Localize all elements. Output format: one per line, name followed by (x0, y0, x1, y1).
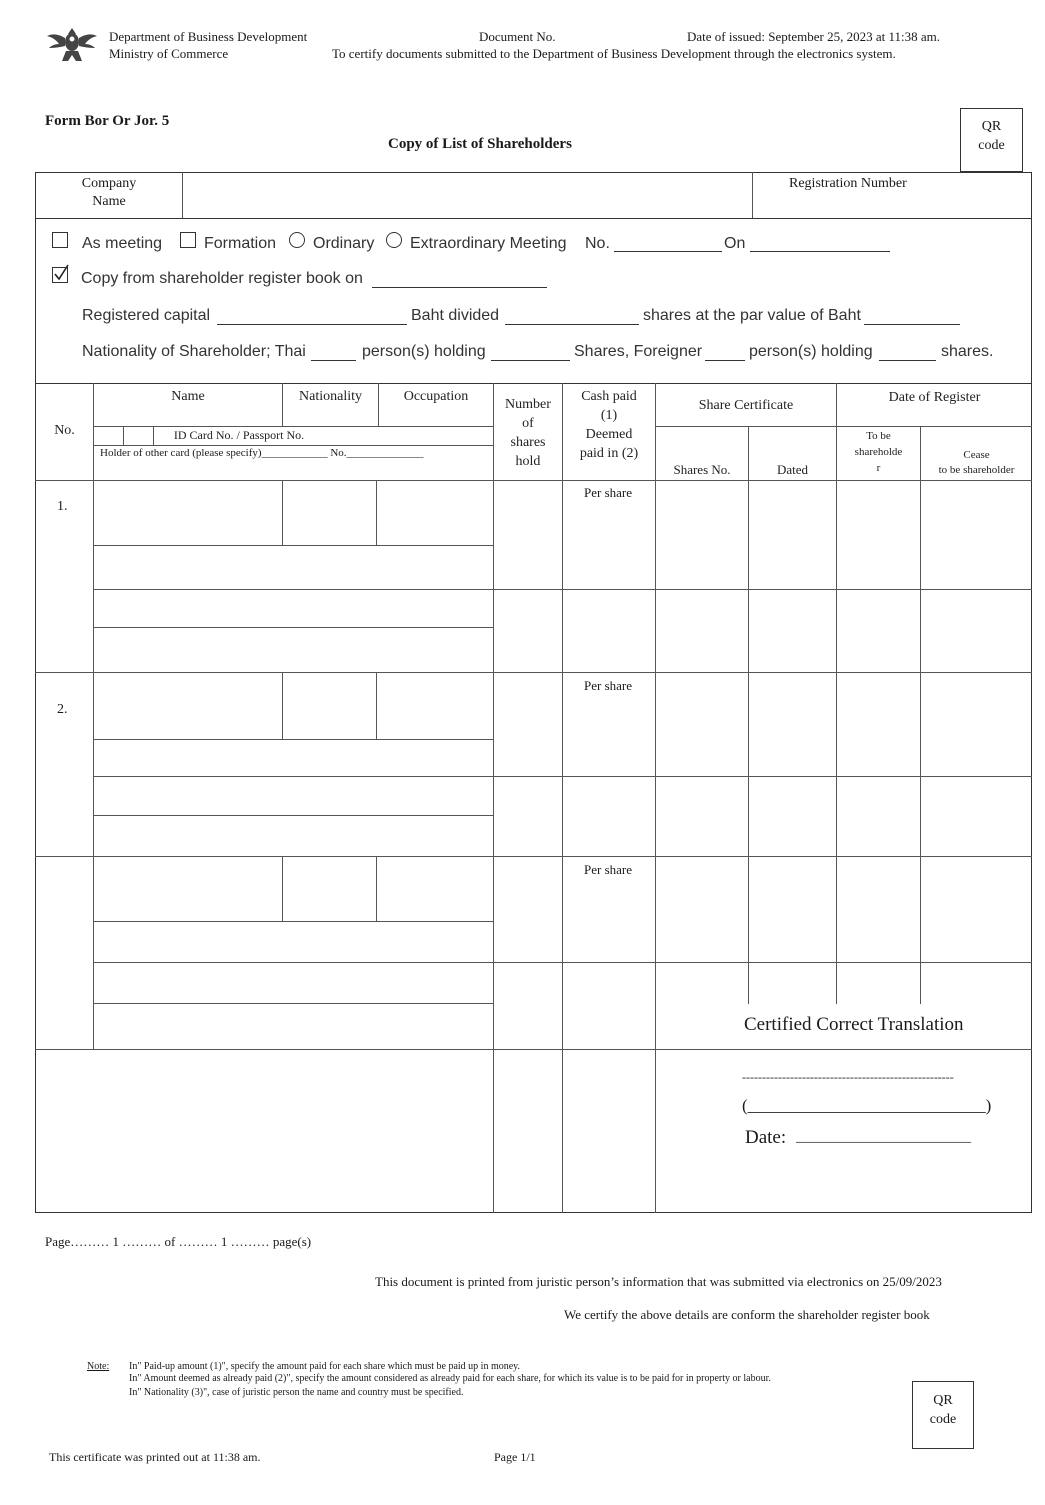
col-nationality-header: Nationality (299, 389, 362, 404)
shares-end-label: shares. (941, 343, 994, 360)
registered-capital-field[interactable] (217, 324, 407, 325)
col-dated-header: Dated (776, 462, 809, 477)
row-2-no: 2. (57, 702, 68, 717)
shares-foreigner-label: Shares, Foreigner (574, 343, 703, 360)
col-occupation-header: Occupation (403, 389, 469, 404)
certified-name-line: (____________________________) (742, 1096, 992, 1115)
thai-shares-field[interactable] (491, 360, 570, 361)
ministry-name: Ministry of Commerce (109, 46, 229, 61)
note-label: Note: (87, 1361, 110, 1372)
id-card-header: ID Card No. / Passport No. (173, 428, 305, 442)
row-3-per-share: Per share (584, 862, 633, 877)
as-meeting-checkbox[interactable] (52, 232, 68, 248)
certified-date-label: Date: (745, 1127, 787, 1148)
row-1-no: 1. (57, 499, 68, 514)
certify-line: To certify documents submitted to the Department of Business Development through the electronics system. (332, 46, 896, 61)
qr-code-bottom: QR code (912, 1381, 974, 1449)
page-of: Page 1/1 (494, 1450, 536, 1464)
registration-number-label: Registration Number (789, 176, 907, 191)
persons-holding-label: person(s) holding (362, 343, 486, 360)
copy-from-date-field[interactable] (372, 287, 547, 288)
formation-checkbox[interactable] (180, 232, 196, 248)
col-shares-no-header: Shares No. (673, 462, 731, 477)
garuda-emblem-icon (44, 24, 100, 64)
col-shares-header: Number of shares hold (505, 397, 551, 469)
extraordinary-label: Extraordinary Meeting (410, 235, 567, 252)
certified-translation-title: Certified Correct Translation (744, 1014, 964, 1035)
col-cash-header: Cash paid (1) Deemed paid in (2) (579, 389, 639, 461)
meeting-date-field[interactable] (750, 251, 890, 252)
col-share-cert-header: Share Certificate (698, 398, 794, 413)
nationality-thai-label: Nationality of Shareholder; Thai (82, 343, 306, 360)
shares-divided-field[interactable] (505, 324, 639, 325)
meeting-on-label: On (724, 235, 746, 252)
dept-name: Department of Business Development (109, 29, 308, 44)
extraordinary-radio[interactable] (386, 232, 402, 248)
document-no-label: Document No. (479, 29, 556, 44)
col-name-header: Name (171, 389, 205, 404)
col-to-be-header: To be shareholde r (854, 430, 903, 474)
printed-time: This certificate was printed out at 11:38 am. (49, 1450, 261, 1464)
ordinary-label: Ordinary (313, 235, 375, 252)
ordinary-radio[interactable] (289, 232, 305, 248)
par-value-label: shares at the par value of Baht (643, 307, 861, 324)
row-2-per-share: Per share (584, 678, 633, 693)
as-meeting-label: As meeting (82, 235, 163, 252)
certified-signature-line: ----------------------------------------------------- (742, 1070, 954, 1084)
note-2: In" Amount deemed as already paid (2)", specify the amount considered as already paid for each share, for which its value is to be paid for in property or labour. (129, 1373, 771, 1384)
printed-from-line: This document is printed from juristic person’s information that was submitted via electronics on 25/09/2023 (375, 1274, 942, 1289)
issued-date: Date of issued: September 25, 2023 at 11:38 am. (687, 29, 940, 44)
check-mark-icon (52, 263, 70, 283)
par-value-field[interactable] (864, 324, 960, 325)
note-3: In" Nationality (3)", case of juristic person the name and country must be specified. (129, 1387, 464, 1398)
registered-capital-label: Registered capital (82, 307, 211, 324)
qr-code-top: QR code (960, 108, 1023, 172)
baht-divided-label: Baht divided (411, 307, 500, 324)
company-name-field[interactable] (183, 173, 751, 218)
thai-persons-field[interactable] (311, 360, 356, 361)
certified-date-line: _________________________ (796, 1130, 971, 1145)
col-cease-header: Cease to be shareholder (938, 449, 1015, 476)
col-date-register-header: Date of Register (888, 390, 981, 405)
shareholder-table (35, 383, 1032, 1213)
we-certify-line: We certify the above details are conform the shareholder register book (564, 1307, 930, 1322)
persons-holding-label-2: person(s) holding (749, 343, 873, 360)
form-title: Copy of List of Shareholders (388, 136, 572, 152)
row-1-per-share: Per share (584, 485, 633, 500)
holder-other-card: Holder of other card (please specify)____________ No.______________ (100, 447, 424, 459)
meeting-no-field[interactable] (614, 251, 722, 252)
meeting-no-label: No. (585, 235, 610, 252)
foreign-shares-field[interactable] (879, 360, 936, 361)
form-code: Form Bor Or Jor. 5 (45, 113, 170, 129)
note-1: In" Paid-up amount (1)", specify the amount paid for each share which must be paid up in money. (129, 1361, 521, 1372)
page-count: Page……… 1 ……… of ……… 1 ……… page(s) (45, 1234, 312, 1249)
copy-from-label: Copy from shareholder register book on (81, 270, 363, 287)
formation-label: Formation (204, 235, 277, 252)
company-name-label: Company Name (81, 176, 137, 209)
foreign-persons-field[interactable] (705, 360, 745, 361)
col-no-header: No. (54, 423, 75, 438)
